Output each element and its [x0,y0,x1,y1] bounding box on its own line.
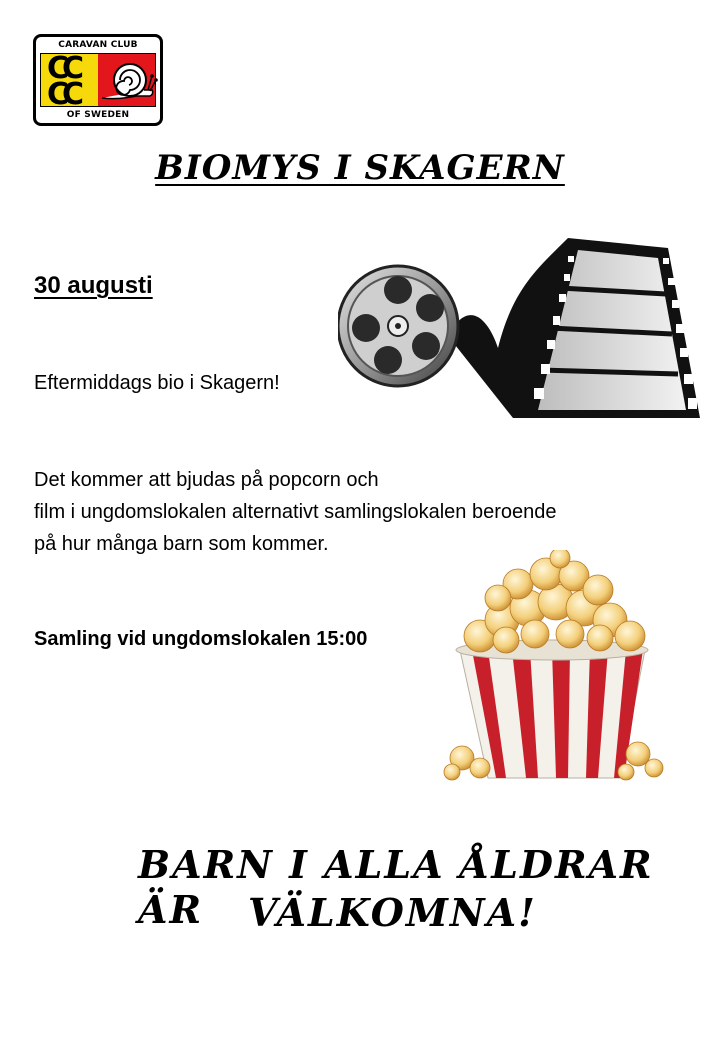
event-date: 30 augusti [34,272,153,299]
film-reel-icon [338,228,700,426]
logo-letters-bottom: CC [47,77,78,112]
details-line-1: Det kommer att bjudas på popcorn och [34,469,379,491]
meeting-text: Samling vid ungdomslokalen 15:00 [34,628,368,650]
details-text [34,464,557,560]
logo-yellow-panel [41,51,98,112]
logo-body [40,51,156,112]
logo-letters-top: CC [47,51,78,86]
intro-text: Eftermiddags bio i Skagern! [34,372,280,394]
snail-icon [98,54,158,110]
logo-red-panel [98,54,155,106]
slogan-line-2: VÄLKOMNA! [248,890,537,935]
popcorn-icon [440,550,665,790]
details-line-3: på hur många barn som kommer. [34,533,329,555]
page-title [0,148,720,188]
details-line-2: film i ungdomslokalen alternativt samlingslokalen beroende [34,501,557,523]
logo-top-text: CARAVAN CLUB [58,40,138,50]
slogan-line-1: BARN I ALLA ÅLDRAR ÄR [138,842,654,932]
club-logo [33,34,163,126]
page-title-text: BIOMYS I SKAGERN [155,148,565,188]
logo-bottom-text: OF SWEDEN [66,110,130,120]
